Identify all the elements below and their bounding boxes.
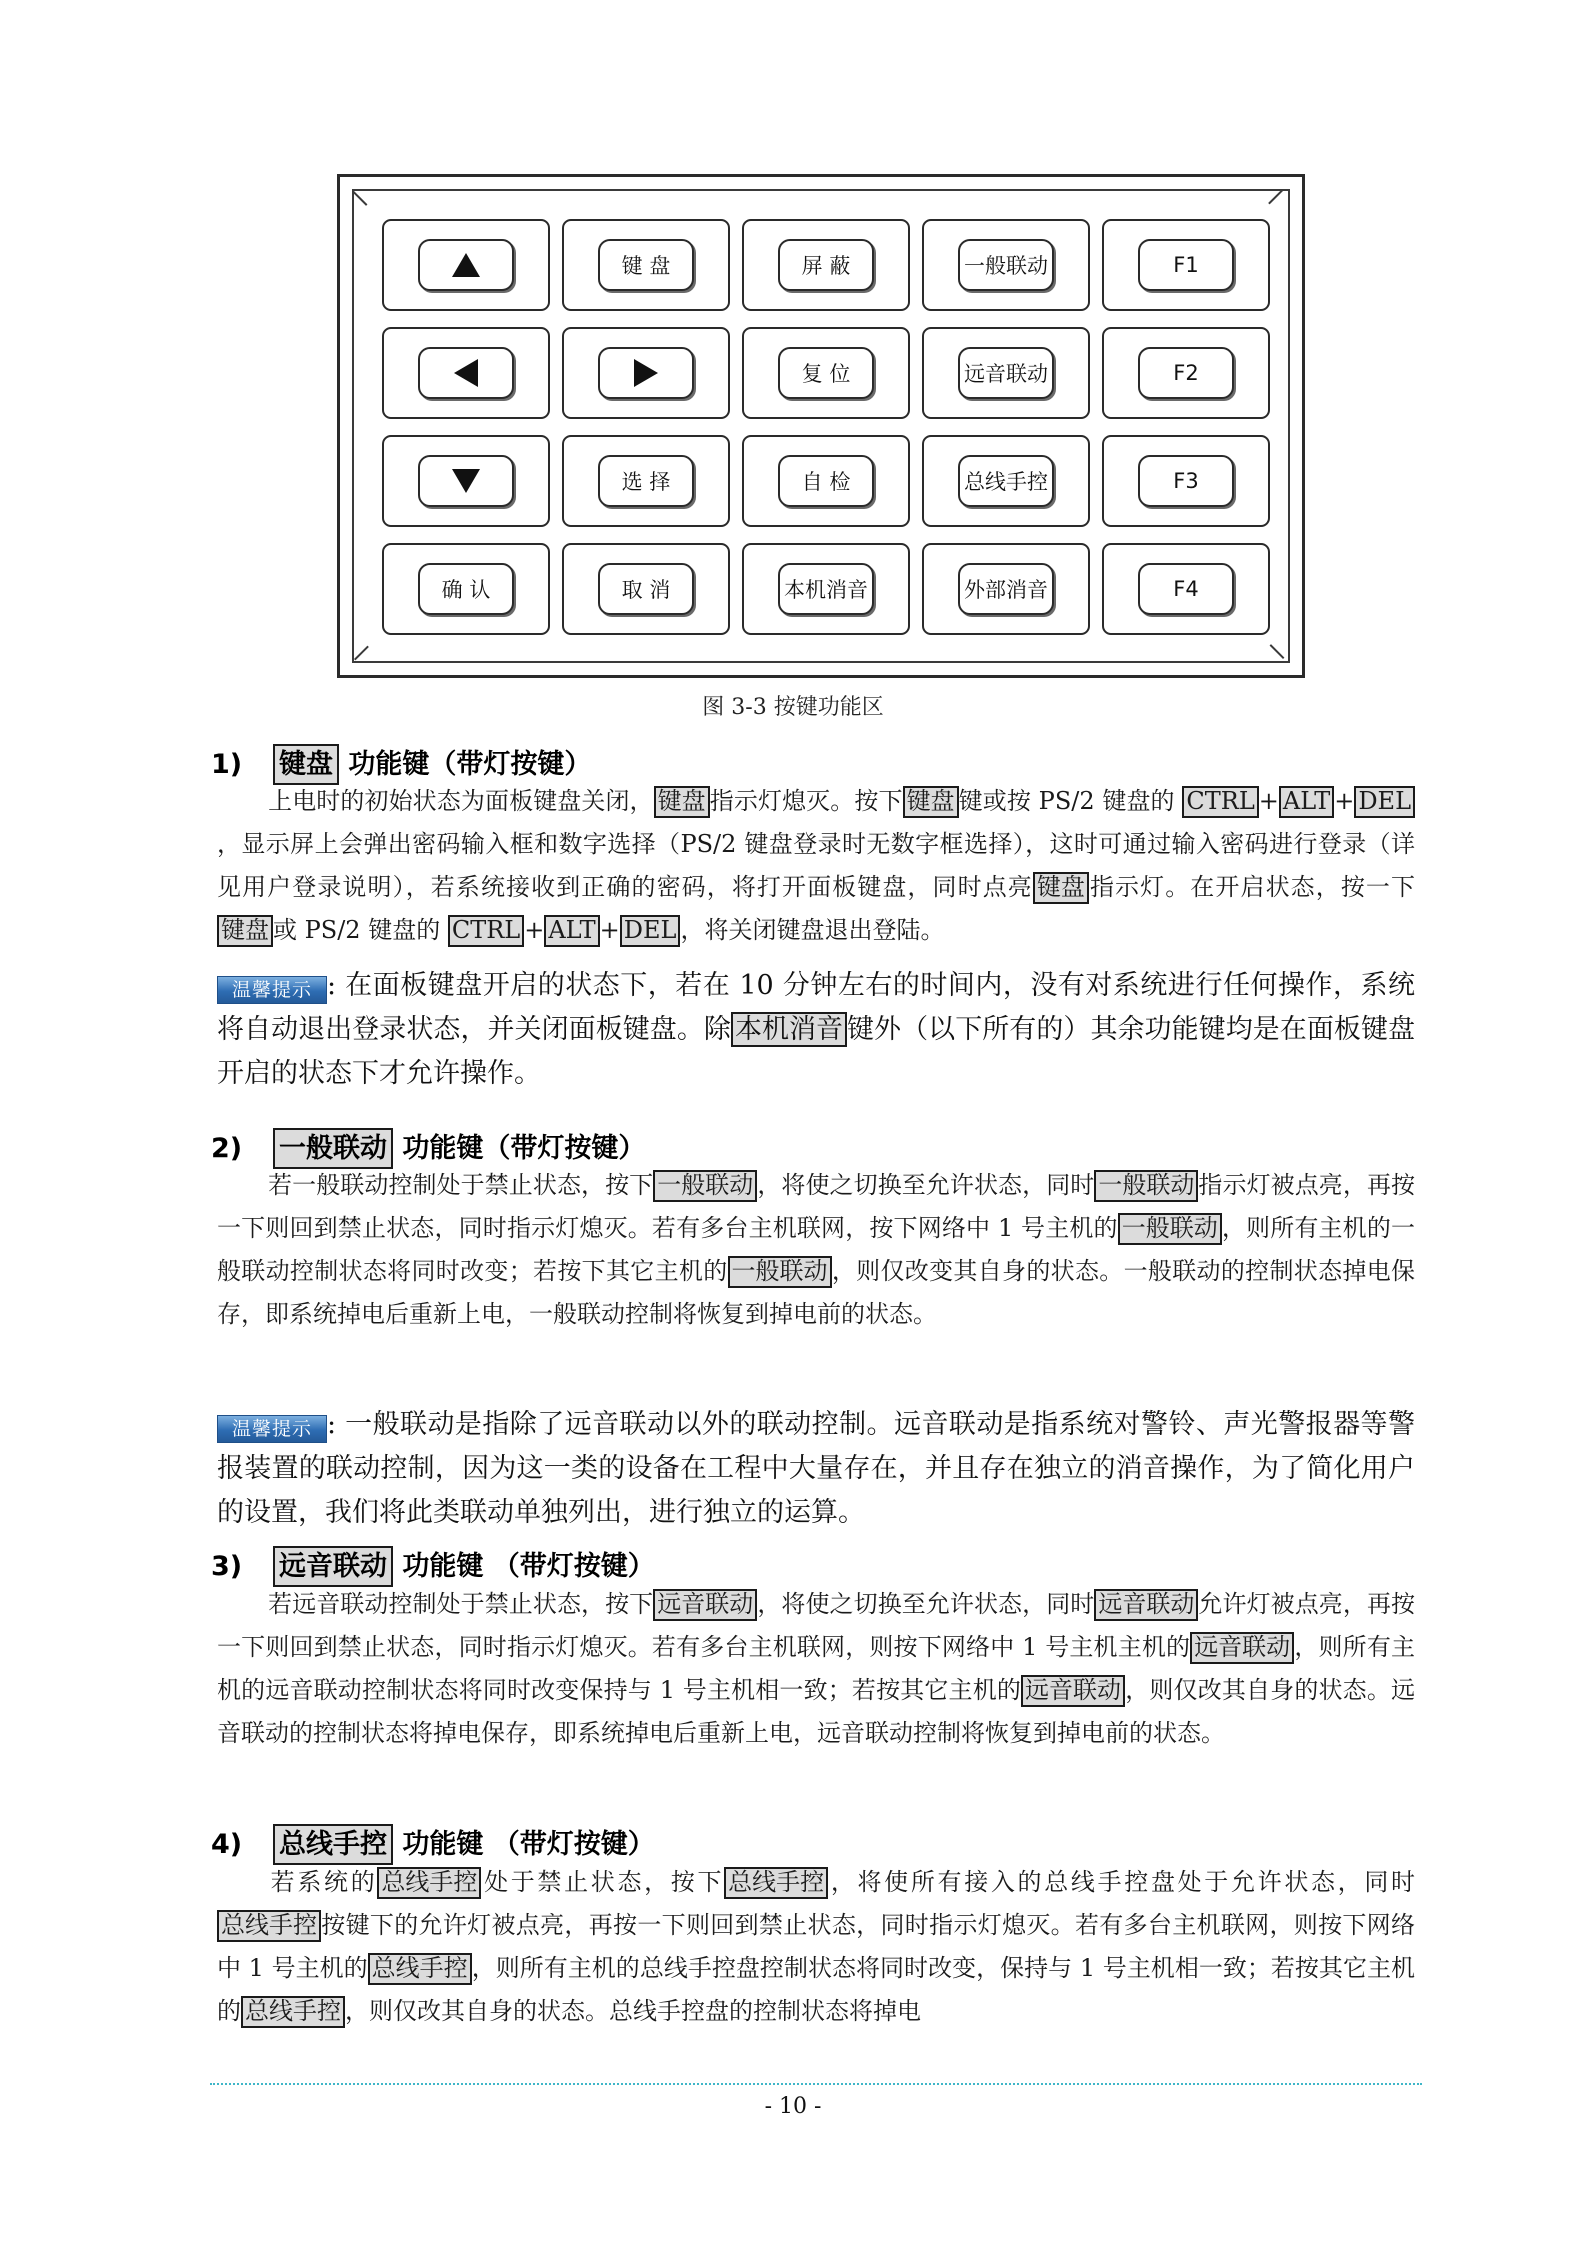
text-run: 或 PS/2 键盘的 [273, 916, 448, 944]
bevel-corner [354, 646, 369, 661]
keypad-key[interactable] [1102, 327, 1270, 419]
text-run: : 一般联动是指除了远音联动以外的联动控制。远音联动是指系统对警铃、声光警报器等警报装置的联动控制，因为这一类的设备在工程中大量存在，并且存在独立的消音操作，为了简化用户的设置，我们将此类联动单独列出，进行独立的运算。 [217, 1409, 1415, 1528]
keypad-key-label: 本机消音 [784, 578, 868, 602]
keypad-key-label: 自 检 [801, 470, 851, 494]
text-run: ，将关闭键盘退出登陆。 [680, 916, 945, 944]
text-run: ，则所有主机的远音联动控制状态将同时改变保持与 1 号主机相一致；若按其它主机的 [217, 1633, 1415, 1704]
keypad-key-face[interactable] [598, 563, 694, 615]
text-run: 指示灯被点亮，再按一下则回到禁止状态，同时指示灯熄灭。若有多台主机联网，按下网络中 1 号主机的 [217, 1171, 1416, 1242]
keypad-key[interactable] [742, 543, 910, 635]
right-arrow-icon [634, 359, 658, 387]
text-run: ，则仅改其自身的状态。总线手控盘的控制状态将掉电 [345, 1997, 921, 2025]
inline-key-label: 总线手控 [377, 1867, 481, 1899]
inline-key-label: DEL [1354, 786, 1415, 818]
bevel-corner [1270, 644, 1285, 659]
up-arrow-icon [452, 253, 480, 277]
text-run: ，则所有主机的一般联动控制状态将同时改变；若按下其它主机的 [217, 1214, 1416, 1285]
text-run: 若一般联动控制处于禁止状态，按下 [268, 1171, 654, 1199]
keypad-key-face[interactable] [418, 455, 514, 507]
keypad-key-label: 一般联动 [964, 254, 1048, 278]
inline-key-label: 一般联动 [1094, 1170, 1198, 1202]
inline-key-label: CTRL [448, 915, 524, 947]
inline-key-label: 总线手控 [241, 1996, 345, 2028]
text-run: 指示灯熄灭。按下 [709, 787, 903, 815]
keypad-key-label: F4 [1173, 577, 1199, 601]
section-number: 2) [211, 1133, 243, 1164]
inline-key-label: 键盘 [1033, 872, 1089, 904]
keypad-key-face[interactable] [958, 563, 1054, 615]
section-2-tip [217, 1403, 1415, 1535]
text-run: 键外（以下所有的）其余功能键均是在面板键盘开启的状态下才允许操作。 [217, 1014, 1416, 1089]
keypad-key-face[interactable] [778, 347, 874, 399]
key-label-general-linkage: 一般联动 [273, 1128, 393, 1169]
text-run: + [599, 916, 620, 944]
section-title: 功能键 （带灯按键） [402, 1551, 655, 1582]
text-run: ，将使所有接入的总线手控盘处于允许状态，同时 [828, 1868, 1416, 1896]
page-number: - 10 - [764, 2094, 822, 2119]
inline-key-label: 远音联动 [653, 1589, 757, 1621]
text-run: 指示灯。在开启状态，按一下 [1088, 873, 1416, 901]
keypad-key-face[interactable] [778, 455, 874, 507]
keypad-key-face[interactable] [1138, 239, 1234, 291]
keypad-key[interactable] [742, 435, 910, 527]
keypad-key[interactable] [922, 219, 1090, 311]
inline-key-label: ALT [544, 915, 599, 947]
keypad-key[interactable] [382, 543, 550, 635]
text-run: 若远音联动控制处于禁止状态，按下 [268, 1590, 654, 1618]
text-run: ，将使之切换至允许状态，同时 [757, 1590, 1095, 1618]
keypad-key-label: 外部消音 [964, 578, 1048, 602]
key-label-remote-sound-linkage: 远音联动 [273, 1546, 393, 1587]
section-1-tip [217, 964, 1415, 1096]
keypad-key-face[interactable] [778, 239, 874, 291]
inline-key-label: 远音联动 [1190, 1632, 1294, 1664]
keypad-key[interactable] [1102, 543, 1270, 635]
keypad-key[interactable] [562, 327, 730, 419]
text-run: + [1258, 787, 1279, 815]
inline-key-label: 键盘 [654, 786, 710, 818]
keypad-key-face[interactable] [418, 239, 514, 291]
section-title: 功能键（带灯按键） [348, 749, 592, 780]
figure-caption: 图 3-3 按键功能区 [702, 695, 884, 720]
text-run: 处于禁止状态，按下 [481, 1868, 725, 1896]
inline-key-label: 本机消音 [731, 1012, 847, 1047]
text-run: ，则仅改变其自身的状态。一般联动的控制状态掉电保存，即系统掉电后重新上电，一般联动控制将恢复到掉电前的状态。 [217, 1257, 1416, 1328]
inline-key-label: 一般联动 [1118, 1213, 1222, 1245]
inline-key-label: DEL [620, 915, 681, 947]
footer-divider [210, 2083, 1422, 2085]
section-number: 1) [211, 749, 243, 780]
inline-key-label: 总线手控 [724, 1867, 828, 1899]
keypad-key-label: 总线手控 [964, 470, 1048, 494]
keypad-key-face[interactable] [778, 563, 874, 615]
section-2-heading [211, 1126, 645, 1169]
down-arrow-icon [452, 469, 480, 493]
inline-key-label: 键盘 [217, 915, 273, 947]
section-3-paragraph [217, 1583, 1415, 1755]
keypad-key[interactable] [562, 219, 730, 311]
inline-key-label: 一般联动 [728, 1256, 832, 1288]
text-run: ，将使之切换至允许状态，同时 [757, 1171, 1095, 1199]
text-run: + [524, 916, 545, 944]
keypad-key[interactable] [922, 435, 1090, 527]
keypad-panel [337, 174, 1305, 678]
keypad-panel-inner [352, 189, 1290, 663]
section-4-heading [211, 1822, 655, 1865]
text-run: 键或按 PS/2 键盘的 [958, 787, 1183, 815]
keypad-key-face[interactable] [418, 563, 514, 615]
text-run: 上电时的初始状态为面板键盘关闭， [268, 787, 654, 815]
keypad-key[interactable] [922, 543, 1090, 635]
text-run: : 在面板键盘开启的状态下，若在 10 分钟左右的时间内，没有对系统进行任何操作，系统将自动退出登录状态，并关闭面板键盘。除 [217, 970, 1415, 1045]
keypad-key-label: F1 [1173, 253, 1199, 277]
keypad-key-face[interactable] [1138, 563, 1234, 615]
inline-key-label: 总线手控 [217, 1910, 321, 1942]
inline-key-label: 一般联动 [653, 1170, 757, 1202]
text-run: + [1334, 787, 1355, 815]
text-run: ，显示屏上会弹出密码输入框和数字选择（PS/2 键盘登录时无数字框选择），这时可通过输入密码进行登录（详见用户登录说明），若系统接收到正确的密码，将打开面板键盘，同时点亮 [217, 830, 1415, 901]
bevel-corner [353, 191, 368, 206]
keypad-key[interactable] [382, 435, 550, 527]
keypad-key[interactable] [382, 219, 550, 311]
keypad-key-label: 复 位 [801, 362, 851, 386]
keypad-key-label: 选 择 [621, 470, 671, 494]
text-run: 允许灯被点亮，再按一下则回到禁止状态，同时指示灯熄灭。若有多台主机联网，则按下网络中 1 号主机主机的 [217, 1590, 1416, 1661]
inline-key-label: 远音联动 [1021, 1675, 1125, 1707]
keypad-key-face[interactable] [1138, 347, 1234, 399]
text-run: ，则仅改其自身的状态。远音联动的控制状态将掉电保存，即系统掉电后重新上电，远音联动控制将恢复到掉电前的状态。 [217, 1676, 1415, 1747]
left-arrow-icon [454, 359, 478, 387]
inline-key-label: 总线手控 [368, 1953, 472, 1985]
section-number: 3) [211, 1551, 243, 1582]
text-run: ，则所有主机的总线手控盘控制状态将同时改变，保持与 1 号主机相一致；若按其它主机的 [217, 1954, 1415, 2025]
keypad-key[interactable] [562, 435, 730, 527]
keypad-key-face[interactable] [958, 347, 1054, 399]
tip-badge: 温馨提示 [217, 1415, 327, 1443]
keypad-key-label: 取 消 [621, 578, 671, 602]
section-number: 4) [211, 1829, 243, 1860]
text-run: 若系统的 [268, 1868, 378, 1896]
keypad-key[interactable] [562, 543, 730, 635]
section-1-paragraph [217, 780, 1415, 952]
keypad-key[interactable] [382, 327, 550, 419]
text-run: 按键下的允许灯被点亮，再按一下则回到禁止状态，同时指示灯熄灭。若有多台主机联网，则按下网络中 1 号主机的 [217, 1911, 1415, 1982]
tip-badge: 温馨提示 [217, 976, 327, 1004]
section-title: 功能键 （带灯按键） [402, 1829, 655, 1860]
keypad-key-face[interactable] [598, 239, 694, 291]
section-1-heading [211, 742, 591, 785]
keypad-key-label: 远音联动 [964, 362, 1048, 386]
keypad-key[interactable] [742, 327, 910, 419]
section-4-paragraph [217, 1861, 1415, 2033]
keypad-key-label: F2 [1173, 361, 1199, 385]
bevel-corner [1268, 190, 1283, 205]
keypad-key-face[interactable] [598, 455, 694, 507]
key-label-bus-manual-control: 总线手控 [273, 1824, 393, 1865]
keypad-key-face[interactable] [958, 239, 1054, 291]
keypad-key-label: 确 认 [441, 578, 491, 602]
inline-key-label: CTRL [1182, 786, 1258, 818]
inline-key-label: 键盘 [903, 786, 959, 818]
keypad-key-label: F3 [1173, 469, 1199, 493]
section-2-paragraph [217, 1164, 1415, 1336]
keypad-key[interactable] [922, 327, 1090, 419]
section-title: 功能键（带灯按键） [402, 1133, 646, 1164]
keypad-key[interactable] [1102, 219, 1270, 311]
keypad-key-face[interactable] [598, 347, 694, 399]
section-3-heading [211, 1544, 655, 1587]
keypad-key-face[interactable] [958, 455, 1054, 507]
inline-key-label: ALT [1279, 786, 1334, 818]
keypad-key[interactable] [742, 219, 910, 311]
keypad-key-face[interactable] [418, 347, 514, 399]
inline-key-label: 远音联动 [1094, 1589, 1198, 1621]
key-label-keyboard: 键盘 [273, 744, 339, 785]
keypad-key[interactable] [1102, 435, 1270, 527]
keypad-key-label: 键 盘 [621, 254, 671, 278]
keypad-key-label: 屏 蔽 [801, 254, 851, 278]
keypad-key-face[interactable] [1138, 455, 1234, 507]
